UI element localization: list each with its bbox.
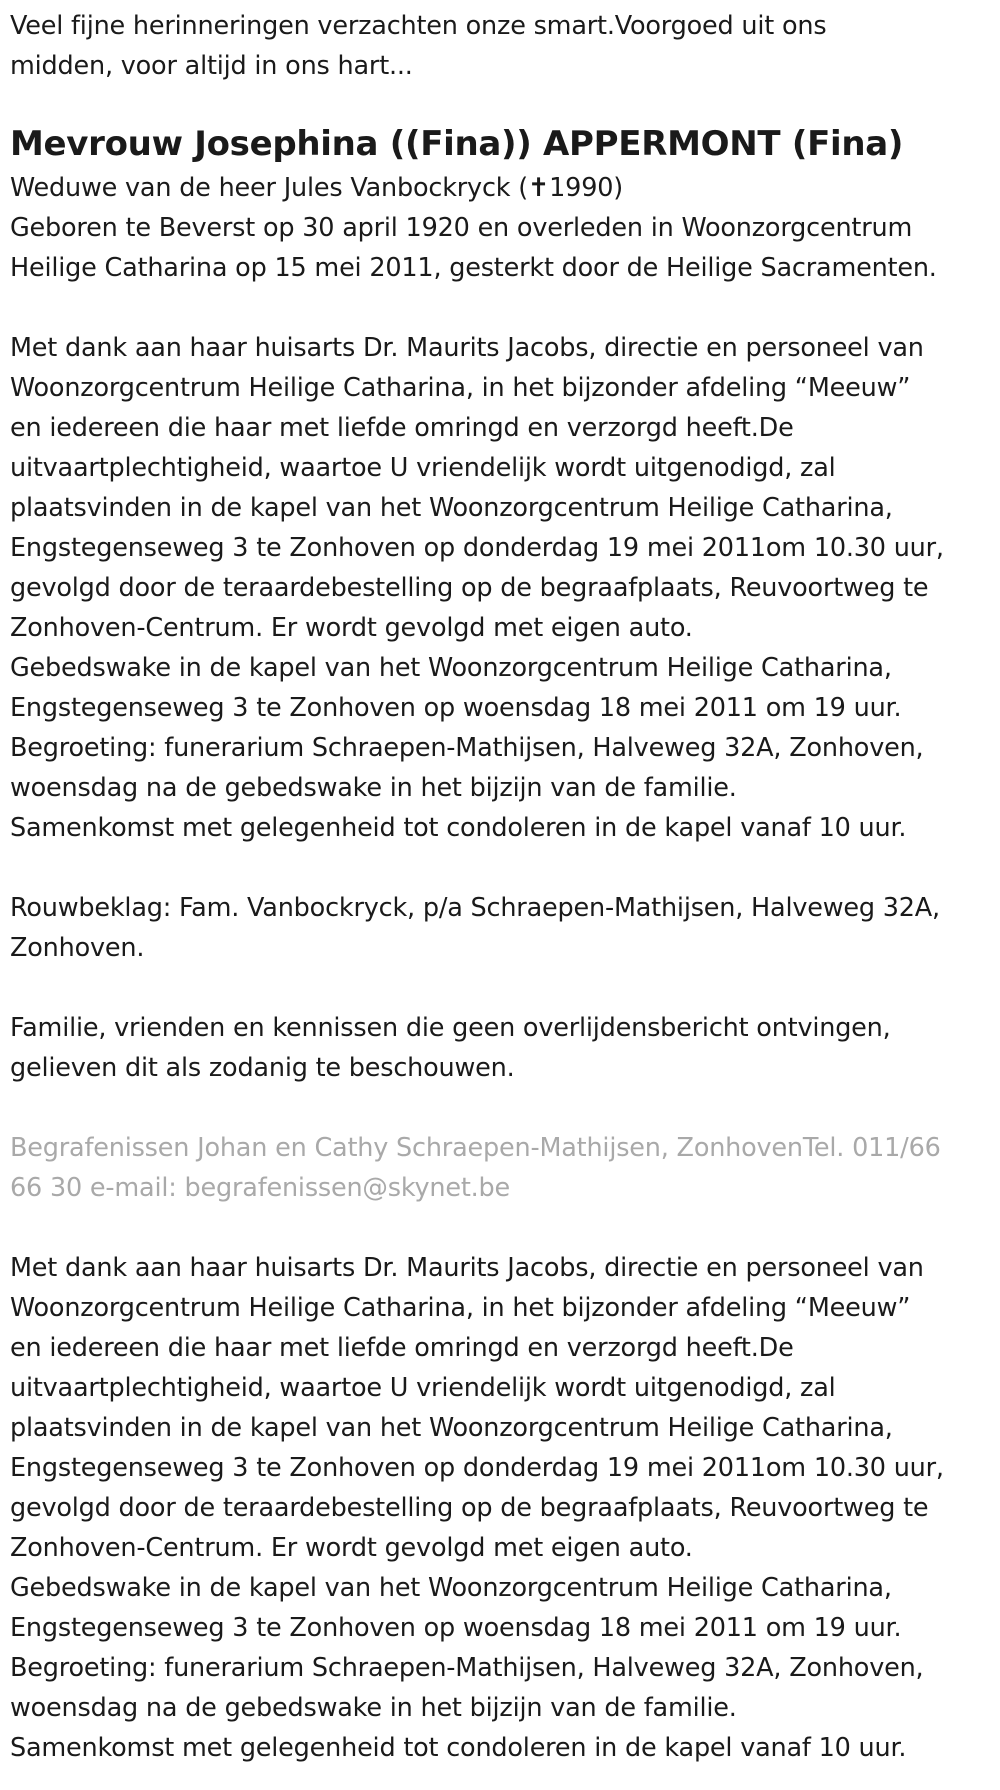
intro-quote xyxy=(10,6,970,86)
paragraph-line: Woonzorgcentrum Heilige Catharina, in het bijzonder afdeling “Meeuw” xyxy=(10,373,911,403)
paragraph-line: uitvaartplechtigheid, waartoe U vriendelijk wordt uitgenodigd, zal xyxy=(10,453,836,483)
thanks-and-ceremony-block-2 xyxy=(10,1248,970,1768)
paragraph-line: Samenkomst met gelegenheid tot condoleren in de kapel vanaf 10 uur. xyxy=(10,1733,907,1763)
detail-line: Weduwe van de heer Jules Vanbockryck (✝1990) xyxy=(10,173,623,203)
paragraph-line: Met dank aan haar huisarts Dr. Maurits Jacobs, directie en personeel van xyxy=(10,333,924,363)
paragraph-line: Gebedswake in de kapel van het Woonzorgcentrum Heilige Catharina, xyxy=(10,1573,892,1603)
paragraph-line: Met dank aan haar huisarts Dr. Maurits Jacobs, directie en personeel van xyxy=(10,1253,924,1283)
paragraph-line: gelieven dit als zodanig te beschouwen. xyxy=(10,1053,515,1083)
spacer xyxy=(10,968,970,1008)
paragraph-line: en iedereen die haar met liefde omringd en verzorgd heeft.De xyxy=(10,413,794,443)
paragraph-line: Begroeting: funerarium Schraepen-Mathijsen, Halveweg 32A, Zonhoven, xyxy=(10,733,924,763)
undertaker-line: 66 30 e-mail: begrafenissen@skynet.be xyxy=(10,1173,510,1203)
paragraph-line: Engstegenseweg 3 te Zonhoven op donderdag 19 mei 2011om 10.30 uur, xyxy=(10,533,944,563)
undertaker-line: Begrafenissen Johan en Cathy Schraepen-Mathijsen, ZonhovenTel. 011/66 xyxy=(10,1133,941,1163)
spacer xyxy=(10,848,970,888)
paragraph-line: Begroeting: funerarium Schraepen-Mathijsen, Halveweg 32A, Zonhoven, xyxy=(10,1653,924,1683)
paragraph-line: Rouwbeklag: Fam. Vanbockryck, p/a Schraepen-Mathijsen, Halveweg 32A, xyxy=(10,893,940,923)
spacer xyxy=(10,288,970,328)
familie-block xyxy=(10,1008,970,1088)
paragraph-line: Engstegenseweg 3 te Zonhoven op woensdag 18 mei 2011 om 19 uur. xyxy=(10,693,902,723)
paragraph-line: Familie, vrienden en kennissen die geen overlijdensbericht ontvingen, xyxy=(10,1013,891,1043)
paragraph-line: Engstegenseweg 3 te Zonhoven op donderdag 19 mei 2011om 10.30 uur, xyxy=(10,1453,944,1483)
rouwbeklag-block xyxy=(10,888,970,968)
intro-line: midden, voor altijd in ons hart... xyxy=(10,51,413,81)
paragraph-line: Engstegenseweg 3 te Zonhoven op woensdag 18 mei 2011 om 19 uur. xyxy=(10,1613,902,1643)
undertaker-info xyxy=(10,1128,970,1208)
paragraph-line: Zonhoven-Centrum. Er wordt gevolgd met eigen auto. xyxy=(10,613,693,643)
paragraph-line: gevolgd door de teraardebestelling op de begraafplaats, Reuvoortweg te xyxy=(10,573,929,603)
paragraph-line: Woonzorgcentrum Heilige Catharina, in het bijzonder afdeling “Meeuw” xyxy=(10,1293,911,1323)
paragraph-line: Gebedswake in de kapel van het Woonzorgcentrum Heilige Catharina, xyxy=(10,653,892,683)
paragraph-line: plaatsvinden in de kapel van het Woonzorgcentrum Heilige Catharina, xyxy=(10,1413,893,1443)
paragraph-line: gevolgd door de teraardebestelling op de begraafplaats, Reuvoortweg te xyxy=(10,1493,929,1523)
paragraph-line: Samenkomst met gelegenheid tot condoleren in de kapel vanaf 10 uur. xyxy=(10,813,907,843)
intro-line: Veel fijne herinneringen verzachten onze smart.Voorgoed uit ons xyxy=(10,11,827,41)
deceased-name: Mevrouw Josephina ((Fina)) APPERMONT (Fina) xyxy=(10,124,904,164)
thanks-and-ceremony-block-1 xyxy=(10,328,970,848)
detail-line: Heilige Catharina op 15 mei 2011, gesterkt door de Heilige Sacramenten. xyxy=(10,253,937,283)
detail-line: Geboren te Beverst op 30 april 1920 en overleden in Woonzorgcentrum xyxy=(10,213,913,243)
spacer xyxy=(10,1208,970,1248)
paragraph-line: woensdag na de gebedswake in het bijzijn van de familie. xyxy=(10,1693,737,1723)
paragraph-line: plaatsvinden in de kapel van het Woonzorgcentrum Heilige Catharina, xyxy=(10,493,893,523)
paragraph-line: en iedereen die haar met liefde omringd en verzorgd heeft.De xyxy=(10,1333,794,1363)
spacer xyxy=(10,1088,970,1128)
paragraph-line: uitvaartplechtigheid, waartoe U vriendelijk wordt uitgenodigd, zal xyxy=(10,1373,836,1403)
paragraph-line: Zonhoven-Centrum. Er wordt gevolgd met eigen auto. xyxy=(10,1533,693,1563)
paragraph-line: woensdag na de gebedswake in het bijzijn van de familie. xyxy=(10,773,737,803)
paragraph-line: Zonhoven. xyxy=(10,933,145,963)
deceased-details xyxy=(10,168,970,288)
